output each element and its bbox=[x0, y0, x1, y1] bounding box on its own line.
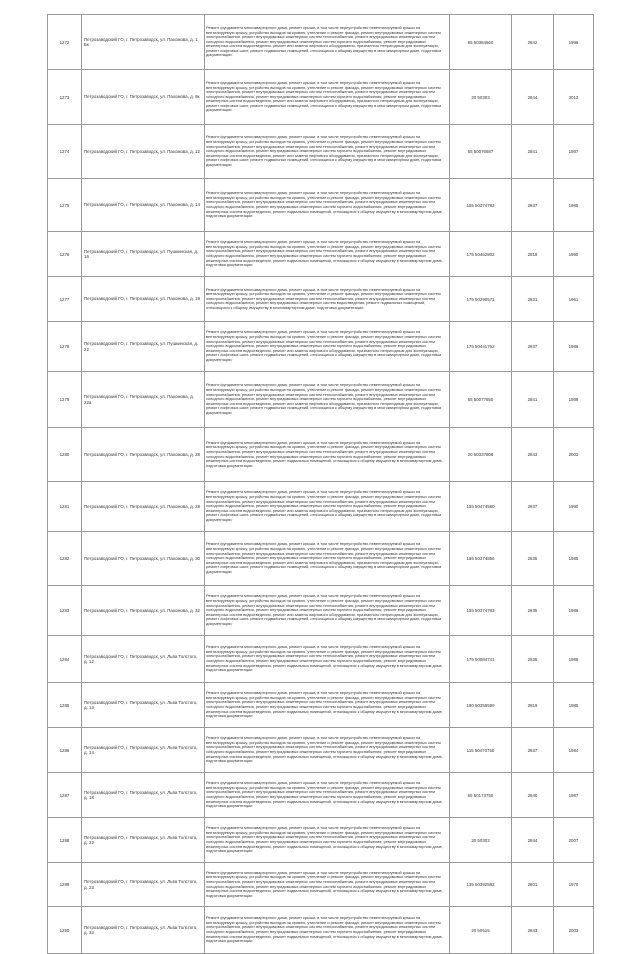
cost-value: 2837 bbox=[512, 728, 554, 773]
cost-value: 2841 bbox=[512, 372, 554, 428]
house-address: Петрозаводский ГО, г. Петрозаводск, ул. Льва Толстого, д. 23 bbox=[82, 863, 205, 907]
repair-works: Ремонт фундамента многоквартирного дома, ремонт крыши, в том числе переустройство невентилируемой крыши на вентилируемую крышу, устройство выходов на кровлю, утепление и ремонт фасада, ремонт внутридомовых инженерных систем электроснабжения, ремонт внутридомовых инженерных систем теплоснабжения, ремонт внутридомовых инженерных систем холодного водоснабжения, ремонт внутридомовых инженерных систем горячего водоснабжения, ремонт внутридомовых инженерных систем водоотведения, ремонт подвальных помещений, относящихся к общему имуществу в многоквартирном доме, подготовка документации bbox=[205, 179, 450, 232]
cadastral-number: 180 50355599 bbox=[450, 683, 512, 728]
cost-value: 2818 bbox=[512, 232, 554, 277]
cost-value: 2831 bbox=[512, 277, 554, 322]
house-address: Петрозаводский ГО, г. Петрозаводск, ул. Льва Толстого, д. 32 bbox=[82, 907, 205, 954]
cadastral-number: 165 50374856 bbox=[450, 532, 512, 586]
cadastral-number: 65 50076687 bbox=[450, 125, 512, 179]
table-row bbox=[48, 179, 594, 232]
table-row bbox=[48, 532, 594, 586]
build-year: 2013 bbox=[554, 70, 594, 125]
table-row bbox=[48, 482, 594, 532]
house-address: Петрозаводский ГО, г. Петрозаводск, ул. Пахомова, д. 8к bbox=[82, 70, 205, 125]
repair-works: Ремонт фундамента многоквартирного дома, ремонт крыши, в том числе переустройство невентилируемой крыши на вентилируемую крышу, устройство выходов на кровлю, утепление и ремонт фасада, ремонт внутридомовых инженерных систем электроснабжения, ремонт внутридомовых инженерных систем теплоснабжения, ремонт внутридомовых инженерных систем холодного водоснабжения, ремонт внутридомовых инженерных систем горячего водоснабжения, ремонт внутридомовых инженерных систем водоотведения, ремонт или замена лифтового оборудования, признанного непригодным для эксплуатации, ремонт лифтовых шахт, ремонт подвальных помещений, относящихся к общему имуществу в многоквартирном доме, подготовка документации bbox=[205, 482, 450, 532]
house-address: Петрозаводский ГО, г. Петрозаводск, ул. Пушкинская, д. 16 bbox=[82, 232, 205, 277]
row-number: 1288 bbox=[48, 818, 82, 863]
repair-works: Ремонт фундамента многоквартирного дома, ремонт крыши, в том числе переустройство невентилируемой крыши на вентилируемую крышу, устройство выходов на кровлю, утепление и ремонт фасада, ремонт внутридомовых инженерных систем электроснабжения, ремонт внутридомовых инженерных систем теплоснабжения, ремонт внутридомовых инженерных систем холодного водоснабжения, ремонт внутридомовых инженерных систем горячего водоснабжения, ремонт внутридомовых инженерных систем водоотведения, ремонт подвальных помещений, относящихся к общему имуществу в многоквартирном доме, подготовка документации bbox=[205, 773, 450, 818]
house-address: Петрозаводский ГО, г. Петрозаводск, ул. Пахомова, д. 28 bbox=[82, 428, 205, 482]
repair-works: Ремонт фундамента многоквартирного дома, ремонт крыши, в том числе переустройство невентилируемой крыши на вентилируемую крышу, устройство выходов на кровлю, утепление и ремонт фасада, ремонт внутридомовых инженерных систем электроснабжения, ремонт внутридомовых инженерных систем теплоснабжения, ремонт внутридомовых инженерных систем холодного водоснабжения, ремонт внутридомовых инженерных систем горячего водоснабжения, ремонт внутридомовых инженерных систем водоотведения, ремонт подвальных помещений, относящихся к общему имуществу в многоквартирном доме, подготовка документации bbox=[205, 818, 450, 863]
row-number: 1272 bbox=[48, 15, 82, 70]
build-year: 1985 bbox=[554, 179, 594, 232]
cadastral-number: 135 50392582 bbox=[450, 863, 512, 907]
house-address: Петрозаводский ГО, г. Петрозаводск, ул. Пахомова, д. 28 bbox=[82, 482, 205, 532]
cost-value: 2835 bbox=[512, 586, 554, 636]
house-address: Петрозаводский ГО, г. Петрозаводск, ул. Пахомова, д. 1 Бк bbox=[82, 15, 205, 70]
row-number: 1283 bbox=[48, 586, 82, 636]
cadastral-number: 155 50474580 bbox=[450, 482, 512, 532]
build-year: 2003 bbox=[554, 428, 594, 482]
repair-works: Ремонт фундамента многоквартирного дома, ремонт крыши, в том числе переустройство невентилируемой крыши на вентилируемую крышу, устройство выходов на кровлю, утепление и ремонт фасада, ремонт внутридомовых инженерных систем электроснабжения, ремонт внутридомовых инженерных систем теплоснабжения, ремонт внутридомовых инженерных систем холодного водоснабжения, ремонт внутридомовых инженерных систем горячего водоснабжения, ремонт внутридомовых инженерных систем водоотведения, ремонт или замена лифтового оборудования, признанного непригодным для эксплуатации, ремонт лифтовых шахт, ремонт подвальных помещений, относящихся к общему имуществу в многоквартирном доме, подготовка документации bbox=[205, 125, 450, 179]
row-number: 1275 bbox=[48, 179, 82, 232]
cost-value: 2843 bbox=[512, 428, 554, 482]
cost-value: 2840 bbox=[512, 773, 554, 818]
table-row bbox=[48, 125, 594, 179]
row-number: 1274 bbox=[48, 125, 82, 179]
cadastral-number: 175 50084741 bbox=[450, 636, 512, 683]
build-year: 1990 bbox=[554, 232, 594, 277]
house-address: Петрозаводский ГО, г. Петрозаводск, ул. Льва Толстого, д. 18 bbox=[82, 773, 205, 818]
repair-works: Ремонт фундамента многоквартирного дома, ремонт крыши, в том числе переустройство невентилируемой крыши на вентилируемую крышу, устройство выходов на кровлю, утепление и ремонт фасада, ремонт внутридомовых инженерных систем электроснабжения, ремонт внутридомовых инженерных систем теплоснабжения, ремонт внутридомовых инженерных систем холодного водоснабжения, ремонт внутридомовых инженерных систем горячего водоснабжения, ремонт внутридомовых инженерных систем водоотведения, ремонт или замена лифтового оборудования, признанного непригодным для эксплуатации, ремонт лифтовых шахт, ремонт подвальных помещений, относящихся к общему имуществу в многоквартирном доме, подготовка документации bbox=[205, 586, 450, 636]
repair-works: Ремонт фундамента многоквартирного дома, ремонт крыши, в том числе переустройство невентилируемой крыши на вентилируемую крышу, устройство выходов на кровлю, утепление и ремонт фасада, ремонт внутридомовых инженерных систем электроснабжения, ремонт внутридомовых инженерных систем теплоснабжения, ремонт внутридомовых инженерных систем холодного водоснабжения, ремонт внутридомовых инженерных систем горячего водоснабжения, ремонт внутридомовых инженерных систем водоотведения, ремонт или замена лифтового оборудования, признанного непригодным для эксплуатации, ремонт лифтовых шахт, ремонт подвальных помещений, относящихся к общему имуществу в многоквартирном доме, подготовка документации bbox=[205, 15, 450, 70]
build-year: 1990 bbox=[554, 482, 594, 532]
repair-works: Ремонт фундамента многоквартирного дома, ремонт крыши, в том числе переустройство невентилируемой крыши на вентилируемую крышу, устройство выходов на кровлю, утепление и ремонт фасада, ремонт внутридомовых инженерных систем электроснабжения, ремонт внутридомовых инженерных систем теплоснабжения, ремонт внутридомовых инженерных систем холодного водоснабжения, ремонт внутридомовых инженерных систем горячего водоснабжения, ремонт внутридомовых инженерных систем водоотведения, ремонт подвальных помещений, относящихся к общему имуществу в многоквартирном доме, подготовка документации bbox=[205, 636, 450, 683]
table-row bbox=[48, 728, 594, 773]
row-number: 1282 bbox=[48, 532, 82, 586]
row-number: 1289 bbox=[48, 863, 82, 907]
table-row bbox=[48, 428, 594, 482]
cost-value: 2844 bbox=[512, 70, 554, 125]
build-year: 1986 bbox=[554, 586, 594, 636]
cost-value: 2819 bbox=[512, 683, 554, 728]
cadastral-number: 20 50337808 bbox=[450, 428, 512, 482]
cost-value: 2844 bbox=[512, 818, 554, 863]
cadastral-number: 175 50441762 bbox=[450, 322, 512, 372]
house-address: Петрозаводский ГО, г. Петрозаводск, ул. Пахомова, д. 12 bbox=[82, 125, 205, 179]
cost-value: 2842 bbox=[512, 15, 554, 70]
house-address: Петрозаводский ГО, г. Петрозаводск, ул. Льва Толстого, д. 22 bbox=[82, 818, 205, 863]
table-row bbox=[48, 15, 594, 70]
table-row bbox=[48, 586, 594, 636]
repair-works: Ремонт фундамента многоквартирного дома, ремонт крыши, в том числе переустройство невентилируемой крыши на вентилируемую крышу, устройство выходов на кровлю, утепление и ремонт фасада, ремонт внутридомовых инженерных систем электроснабжения, ремонт внутридомовых инженерных систем теплоснабжения, ремонт внутридомовых инженерных систем холодного водоснабжения, ремонт внутридомовых инженерных систем горячего водоснабжения, ремонт внутридомовых инженерных систем водоотведения, ремонт или замена лифтового оборудования, признанного непригодным для эксплуатации, ремонт лифтовых шахт, ремонт подвальных помещений, относящихся к общему имуществу в многоквартирном доме, подготовка документации bbox=[205, 70, 450, 125]
build-year: 1989 bbox=[554, 636, 594, 683]
row-number: 1276 bbox=[48, 232, 82, 277]
house-address: Петрозаводский ГО, г. Петрозаводск, ул. Пахомова, д. 19 bbox=[82, 277, 205, 322]
table-row bbox=[48, 773, 594, 818]
repair-works: Ремонт фундамента многоквартирного дома, ремонт крыши, в том числе переустройство невентилируемой крыши на вентилируемую крышу, устройство выходов на кровлю, утепление и ремонт фасада, ремонт внутридомовых инженерных систем электроснабжения, ремонт внутридомовых инженерных систем теплоснабжения, ремонт внутридомовых инженерных систем холодного водоснабжения, ремонт внутридомовых инженерных систем горячего водоснабжения, ремонт внутридомовых инженерных систем водоотведения, ремонт подвальных помещений, относящихся к общему имуществу в многоквартирном доме, подготовка документации bbox=[205, 907, 450, 954]
cost-value: 2837 bbox=[512, 482, 554, 532]
build-year: 1961 bbox=[554, 277, 594, 322]
repair-works: Ремонт фундамента многоквартирного дома, ремонт крыши, в том числе переустройство невентилируемой крыши на вентилируемую крышу, устройство выходов на кровлю, утепление и ремонт фасада, ремонт внутридомовых инженерных систем электроснабжения, ремонт внутридомовых инженерных систем теплоснабжения, ремонт внутридомовых инженерных систем холодного водоснабжения, ремонт внутридомовых инженерных систем горячего водоснабжения, ремонт внутридомовых инженерных систем водоотведения, ремонт подвальных помещений, относящихся к общему имуществу в многоквартирном доме, подготовка документации bbox=[205, 863, 450, 907]
table-row bbox=[48, 818, 594, 863]
build-year: 1984 bbox=[554, 728, 594, 773]
house-address: Петрозаводский ГО, г. Петрозаводск, ул. Льва Толстого, д. 13 bbox=[82, 683, 205, 728]
table-row bbox=[48, 683, 594, 728]
repair-works: Ремонт фундамента многоквартирного дома, ремонт крыши, в том числе переустройство невентилируемой крыши на вентилируемую крышу, устройство выходов на кровлю, утепление и ремонт фасада, ремонт внутридомовых инженерных систем электроснабжения, ремонт внутридомовых инженерных систем теплоснабжения, ремонт внутридомовых инженерных систем холодного водоснабжения, ремонт внутридомовых инженерных систем горячего водоснабжения, ремонт внутридомовых инженерных систем водоотведения, ремонт подвальных помещений, относящихся к общему имуществу в многоквартирном доме, подготовка документации bbox=[205, 428, 450, 482]
capital-repair-table bbox=[47, 14, 594, 954]
row-number: 1290 bbox=[48, 907, 82, 954]
cadastral-number: 115 50470750 bbox=[450, 728, 512, 773]
table-row bbox=[48, 907, 594, 954]
build-year: 1970 bbox=[554, 863, 594, 907]
cost-value: 2837 bbox=[512, 179, 554, 232]
row-number: 1280 bbox=[48, 428, 82, 482]
cost-value: 2843 bbox=[512, 907, 554, 954]
table-row bbox=[48, 232, 594, 277]
row-number: 1281 bbox=[48, 482, 82, 532]
build-year: 2003 bbox=[554, 907, 594, 954]
table-row bbox=[48, 322, 594, 372]
repair-works: Ремонт фундамента многоквартирного дома, ремонт крыши, в том числе переустройство невентилируемой крыши на вентилируемую крышу, устройство выходов на кровлю, утепление и ремонт фасада, ремонт внутридомовых инженерных систем электроснабжения, ремонт внутридомовых инженерных систем теплоснабжения, ремонт внутридомовых инженерных систем холодного водоснабжения, ремонт внутридомовых инженерных систем горячего водоснабжения, ремонт внутридомовых инженерных систем водоотведения, ремонт или замена лифтового оборудования, признанного непригодным для эксплуатации, ремонт лифтовых шахт, ремонт подвальных помещений, относящихся к общему имуществу в многоквартирном доме, подготовка документации bbox=[205, 322, 450, 372]
cadastral-number: 20 50515 bbox=[450, 907, 512, 954]
cadastral-number: 65 50077850 bbox=[450, 372, 512, 428]
house-address: Петрозаводский ГО, г. Петрозаводск, ул. Льва Толстого, д. 14 bbox=[82, 728, 205, 773]
row-number: 1279 bbox=[48, 372, 82, 428]
repair-works: Ремонт фундамента многоквартирного дома, ремонт крыши, в том числе переустройство невентилируемой крыши на вентилируемую крышу, устройство выходов на кровлю, утепление и ремонт фасада, ремонт внутридомовых инженерных систем электроснабжения, ремонт внутридомовых инженерных систем теплоснабжения, ремонт внутридомовых инженерных систем холодного водоснабжения, ремонт внутридомовых инженерных систем горячего водоснабжения, ремонт внутридомовых инженерных систем водоотведения, ремонт подвальных помещений, относящихся к общему имуществу в многоквартирном доме, подготовка документации bbox=[205, 232, 450, 277]
repair-works: Ремонт фундамента многоквартирного дома, ремонт крыши, в том числе переустройство невентилируемой крыши на вентилируемую крышу, устройство выходов на кровлю, утепление и ремонт фасада, ремонт внутридомовых инженерных систем электроснабжения, ремонт внутридомовых инженерных систем теплоснабжения, ремонт внутридомовых инженерных систем холодного водоснабжения, ремонт внутридомовых инженерных систем горячего водоснабжения, ремонт внутридомовых инженерных систем водоотведения, ремонт подвальных помещений, относящихся к общему имуществу в многоквартирном доме, подготовка документации bbox=[205, 728, 450, 773]
build-year: 1996 bbox=[554, 15, 594, 70]
row-number: 1284 bbox=[48, 636, 82, 683]
build-year: 1989 bbox=[554, 372, 594, 428]
cadastral-number: 175 50462802 bbox=[450, 232, 512, 277]
cadastral-number: 20 50303 bbox=[450, 70, 512, 125]
table-row bbox=[48, 277, 594, 322]
cadastral-number: 175 50290571 bbox=[450, 277, 512, 322]
repair-works: Ремонт фундамента многоквартирного дома, ремонт крыши, в том числе переустройство невентилируемой крыши на вентилируемую крышу, устройство выходов на кровлю, утепление и ремонт фасада, ремонт внутридомовых инженерных систем электроснабжения, ремонт внутридомовых инженерных систем теплоснабжения, ремонт внутридомовых инженерных систем холодного водоснабжения, ремонт внутридомовых инженерных систем водоотведения, ремонт подвальных помещений, относящихся к общему имуществу в многоквартирном доме, подготовка документации bbox=[205, 277, 450, 322]
table-row bbox=[48, 863, 594, 907]
repair-works: Ремонт фундамента многоквартирного дома, ремонт крыши, в том числе переустройство невентилируемой крыши на вентилируемую крышу, устройство выходов на кровлю, утепление и ремонт фасада, ремонт внутридомовых инженерных систем электроснабжения, ремонт внутридомовых инженерных систем теплоснабжения, ремонт внутридомовых инженерных систем холодного водоснабжения, ремонт внутридомовых инженерных систем горячего водоснабжения, ремонт внутридомовых инженерных систем водоотведения, ремонт или замена лифтового оборудования, признанного непригодным для эксплуатации, ремонт лифтовых шахт, ремонт подвальных помещений, относящихся к общему имуществу в многоквартирном доме, подготовка документации bbox=[205, 372, 450, 428]
build-year: 1987 bbox=[554, 125, 594, 179]
row-number: 1278 bbox=[48, 322, 82, 372]
table-row bbox=[48, 636, 594, 683]
house-address: Петрозаводский ГО, г. Петрозаводск, ул. Пахомова, д. 32 bbox=[82, 586, 205, 636]
table-body bbox=[48, 15, 594, 954]
row-number: 1287 bbox=[48, 773, 82, 818]
cost-value: 2837 bbox=[512, 322, 554, 372]
repair-works: Ремонт фундамента многоквартирного дома, ремонт крыши, в том числе переустройство невентилируемой крыши на вентилируемую крышу, устройство выходов на кровлю, утепление и ремонт фасада, ремонт внутридомовых инженерных систем электроснабжения, ремонт внутридомовых инженерных систем теплоснабжения, ремонт внутридомовых инженерных систем холодного водоснабжения, ремонт внутридомовых инженерных систем горячего водоснабжения, ремонт внутридомовых инженерных систем водоотведения, ремонт подвальных помещений, относящихся к общему имуществу в многоквартирном доме, подготовка документации bbox=[205, 683, 450, 728]
table-row bbox=[48, 70, 594, 125]
cadastral-number: 20 50303 bbox=[450, 818, 512, 863]
table-row bbox=[48, 372, 594, 428]
repair-works: Ремонт фундамента многоквартирного дома, ремонт крыши, в том числе переустройство невентилируемой крыши на вентилируемую крышу, устройство выходов на кровлю, утепление и ремонт фасада, ремонт внутридомовых инженерных систем электроснабжения, ремонт внутридомовых инженерных систем теплоснабжения, ремонт внутридомовых инженерных систем холодного водоснабжения, ремонт внутридомовых инженерных систем горячего водоснабжения, ремонт внутридомовых инженерных систем водоотведения, ремонт или замена лифтового оборудования, признанного непригодным для эксплуатации, ремонт лифтовых шахт, ремонт подвальных помещений, относящихся к общему имуществу в многоквартирном доме, подготовка документации bbox=[205, 532, 450, 586]
build-year: 1985 bbox=[554, 683, 594, 728]
build-year: 1985 bbox=[554, 532, 594, 586]
house-address: Петрозаводский ГО, г. Петрозаводск, ул. Пахомова, д. 14 bbox=[82, 179, 205, 232]
cost-value: 2801 bbox=[512, 863, 554, 907]
cost-value: 2835 bbox=[512, 532, 554, 586]
row-number: 1286 bbox=[48, 728, 82, 773]
cadastral-number: 65 50173755 bbox=[450, 773, 512, 818]
cost-value: 2841 bbox=[512, 125, 554, 179]
house-address: Петрозаводский ГО, г. Петрозаводск, ул. Пушкинская, д. 22 bbox=[82, 322, 205, 372]
row-number: 1273 bbox=[48, 70, 82, 125]
row-number: 1277 bbox=[48, 277, 82, 322]
cadastral-number: 65 50384560 bbox=[450, 15, 512, 70]
cadastral-number: 155 50374782 bbox=[450, 179, 512, 232]
house-address: Петрозаводский ГО, г. Петрозаводск, ул. Льва Толстого, д. 12 bbox=[82, 636, 205, 683]
row-number: 1285 bbox=[48, 683, 82, 728]
build-year: 1986 bbox=[554, 322, 594, 372]
build-year: 2007 bbox=[554, 818, 594, 863]
cadastral-number: 155 50374783 bbox=[450, 586, 512, 636]
cost-value: 2835 bbox=[512, 636, 554, 683]
house-address: Петрозаводский ГО, г. Петрозаводск, ул. Пахомова, д. 30 bbox=[82, 532, 205, 586]
build-year: 1987 bbox=[554, 773, 594, 818]
house-address: Петрозаводский ГО, г. Петрозаводск, ул. Пахомова, д. 22а bbox=[82, 372, 205, 428]
